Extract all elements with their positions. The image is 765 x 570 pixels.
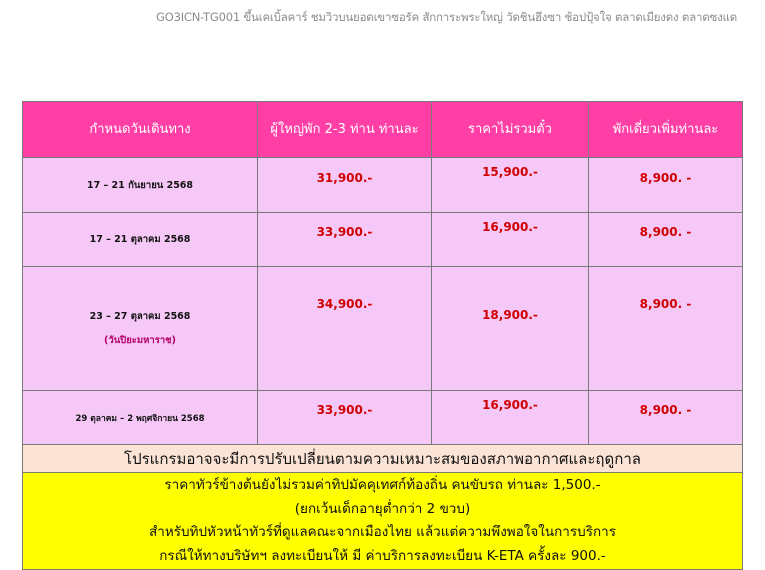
table-row (23, 267, 743, 391)
adult-price: 33,900.- (258, 391, 432, 445)
single-supplement: 8,900. - (589, 213, 743, 267)
travel-date: 17 – 21 กันยายน 2568 (86, 179, 194, 191)
price-no-ticket: 15,900.- (432, 158, 589, 213)
tour-code-header: GO3ICN-TG001 ขึ้นเคเบิ้ลคาร์ ชมวิวบนยอดเขาซอรัค สักการะพระใหญ่ วัดชินฮึงซา ช้อปปุ้จใจ ตลาดเมียงดง ตลาดซงแด (156, 10, 737, 24)
table-header-row (23, 102, 743, 158)
price-no-ticket: 16,900.- (432, 391, 589, 445)
table-row (23, 158, 743, 213)
remark-line: กรณีให้ทางบริษัทฯ ลงทะเบียนให้ มี ค่าบริการลงทะเบียน K-ETA ครั้งละ 900.- (159, 547, 606, 564)
weather-notice: โปรแกรมอาจจะมีการปรับเปลี่ยนตามความเหมาะสมของสภาพอากาศและฤดูกาล (23, 445, 743, 473)
price-no-ticket: 16,900.- (432, 213, 589, 267)
adult-price: 34,900.- (258, 267, 432, 391)
travel-date-cell (23, 158, 258, 213)
single-supplement: 8,900. - (589, 158, 743, 213)
remark-line: สำหรับทิปหัวหน้าทัวร์ที่ดูแลคณะจากเมืองไทย แล้วแต่ความพึงพอใจในการบริการ (149, 524, 616, 540)
remark-line: ราคาทัวร์ข้างต้นยังไม่รวมค่าทิปมัคคุเทศก์ท้องถิ่น คนขับรถ ท่านละ 1,500.- (164, 477, 601, 493)
table-row (23, 391, 743, 445)
header-adult-price: ผู้ใหญ่พัก 2-3 ท่าน ท่านละ (258, 102, 432, 158)
travel-date-cell (23, 391, 258, 445)
header-price-no-ticket: ราคาไม่รวมตั๋ว (432, 102, 589, 158)
remark-line: (ยกเว้นเด็กอายุต่ำกว่า 2 ขวบ) (294, 500, 471, 517)
travel-date-cell (23, 213, 258, 267)
travel-date: 29 ตุลาคม – 2 พฤศจิกายน 2568 (75, 413, 205, 424)
travel-date: 23 – 27 ตุลาคม 2568 (89, 311, 191, 322)
travel-date: 17 – 21 ตุลาคม 2568 (89, 234, 191, 245)
remarks-row (23, 473, 743, 570)
travel-date-cell (23, 267, 258, 391)
price-table (22, 101, 743, 570)
header-single-supplement: พักเดี่ยวเพิ่มท่านละ (589, 102, 743, 158)
header-travel-date: กำหนดวันเดินทาง (23, 102, 258, 158)
adult-price: 31,900.- (258, 158, 432, 213)
single-supplement: 8,900. - (589, 267, 743, 391)
price-no-ticket: 18,900.- (432, 267, 589, 391)
remarks-cell (23, 473, 743, 570)
table-row (23, 213, 743, 267)
single-supplement: 8,900. - (589, 391, 743, 445)
weather-notice-row (23, 445, 743, 473)
holiday-note: (วันปิยะมหาราช) (104, 335, 176, 346)
adult-price: 33,900.- (258, 213, 432, 267)
